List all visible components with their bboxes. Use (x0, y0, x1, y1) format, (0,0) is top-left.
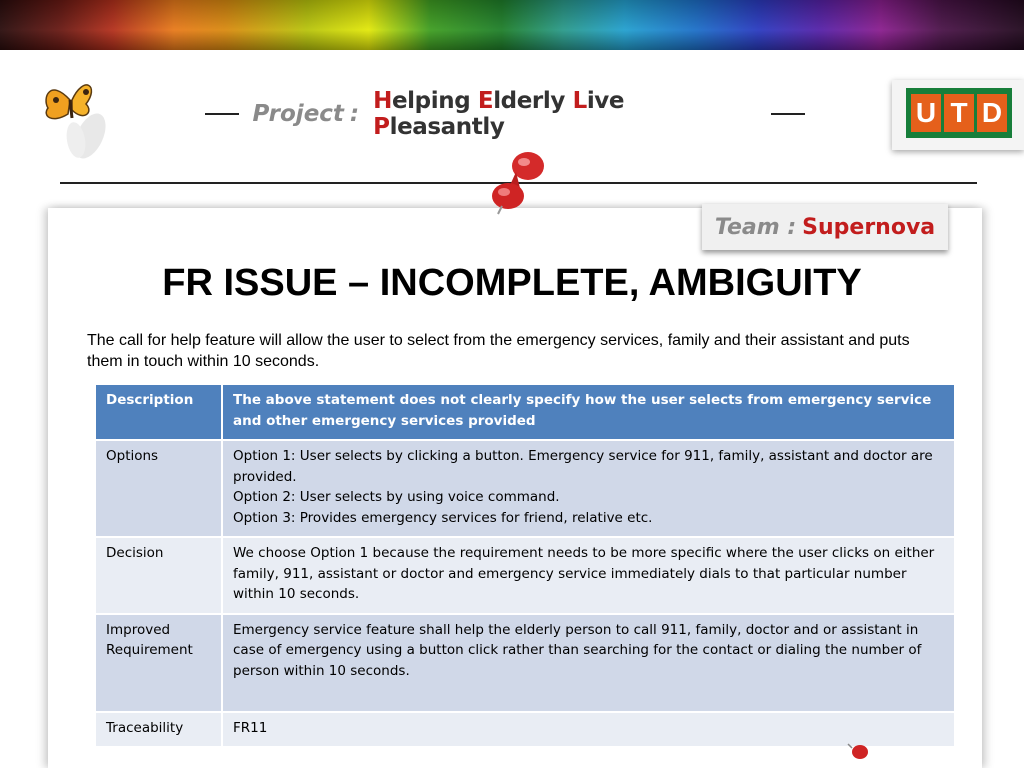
project-title-word: lderly (493, 88, 573, 114)
table-row (95, 712, 955, 748)
row-line: Emergency service feature shall help the elderly person to call 911, family, doctor and or assistant in case of emergency using a button click rather than searching for the contact or dialing the number of person within 10 seconds. (233, 621, 922, 679)
project-label: Project (252, 101, 344, 127)
row-content (222, 440, 955, 537)
utd-logo (906, 88, 1012, 138)
logo-letter-t: T (944, 94, 974, 132)
table-row (95, 384, 955, 440)
team-name: Supernova (802, 214, 936, 240)
intro-paragraph: The call for help feature will allow the user to select from the emergency services, family and their assistant and puts them in touch within 10 seconds. (87, 332, 910, 370)
row-content (222, 384, 955, 440)
row-label: Decision (95, 537, 222, 614)
row-content (222, 537, 955, 614)
logo-letter-d: D (977, 94, 1007, 132)
row-content (222, 614, 955, 712)
pushpin-icon (846, 742, 870, 762)
slide-title: FR ISSUE – INCOMPLETE, AMBIGUITY (162, 262, 862, 304)
project-title-word: ive (586, 88, 625, 114)
team-badge (702, 204, 948, 250)
project-title-letter: E (477, 88, 494, 114)
project-title-word: elping (391, 88, 478, 114)
row-line: Option 1: User selects by clicking a button. Emergency service for 911, family, assistant and doctor are provided. (233, 448, 933, 485)
utd-logo-card (892, 80, 1024, 150)
project-separator: : (349, 101, 360, 127)
row-line: Option 2: User selects by using voice command. (233, 489, 560, 505)
header-dash-right (771, 113, 805, 115)
pushpin-icon (484, 144, 552, 216)
header-dash-left (205, 113, 239, 115)
project-title-letter: P (373, 114, 390, 140)
row-label: Options (95, 440, 222, 537)
row-label: Traceability (95, 712, 222, 748)
table-row (95, 614, 955, 712)
table-row (95, 537, 955, 614)
row-line: Option 3: Provides emergency services for friend, relative etc. (233, 509, 653, 526)
row-line: The above statement does not clearly specify how the user selects from emergency service and other emergency services provided (233, 392, 932, 429)
color-banner (0, 0, 1024, 50)
project-title-letter: L (572, 88, 587, 114)
project-title-word: leasantly (389, 114, 505, 140)
row-line: FR11 (233, 719, 268, 736)
requirement-table (94, 383, 956, 748)
row-label: Improved Requirement (95, 614, 222, 712)
logo-letter-u: U (911, 94, 941, 132)
table-row (95, 440, 955, 537)
project-title (373, 88, 757, 140)
project-header (205, 88, 805, 140)
team-label: Team : (714, 214, 797, 240)
row-label: Description (95, 384, 222, 440)
project-title-letter: H (373, 88, 392, 114)
butterfly-icon (40, 70, 112, 166)
row-line: We choose Option 1 because the requirement needs to be more specific where the user clicks on either family, 911, assistant or doctor and emergency service immediately dials to that particular number within 10 seconds. (233, 545, 935, 602)
